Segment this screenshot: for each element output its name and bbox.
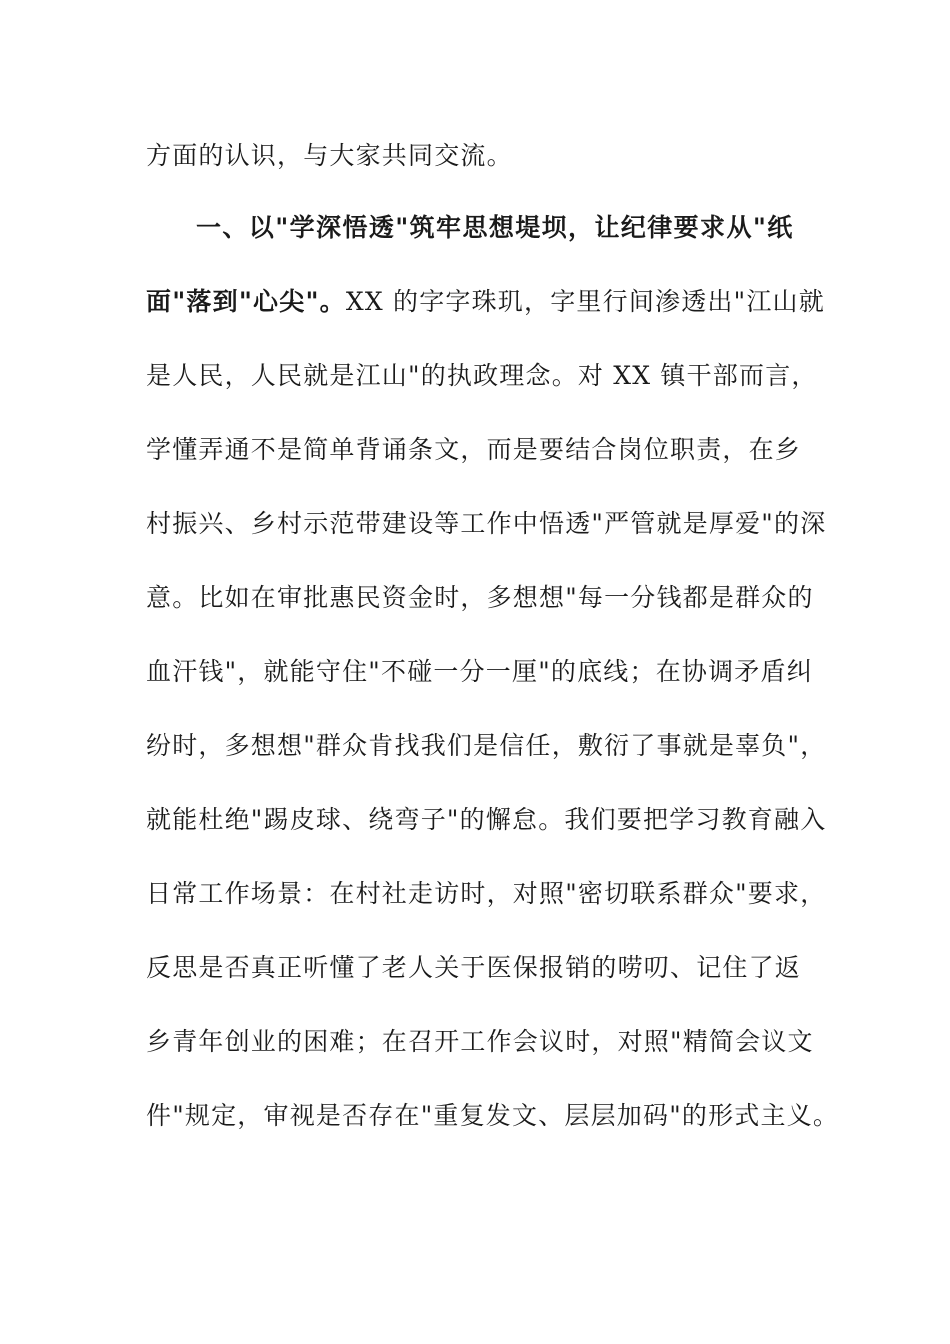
paragraph-text-start: XX 的字字珠玑，字里行间渗透出"江山就: [345, 287, 825, 316]
paragraph-line: 日常工作场景：在村社走访时，对照"密切联系群众"要求，: [146, 879, 827, 908]
paragraph-line: 反思是否真正听懂了老人关于医保报销的唠叨、记住了返: [146, 953, 802, 982]
paragraph-line: 就能杜绝"踢皮球、绕弯子"的懈怠。我们要把学习教育融入: [146, 805, 827, 834]
section-heading-line-1: 一、以"学深悟透"筑牢思想堤坝，让纪律要求从"纸: [196, 213, 794, 242]
paragraph-line: 意。比如在审批惠民资金时，多想想"每一分钱都是群众的: [146, 583, 814, 612]
paragraph-line: 乡青年创业的困难；在召开工作会议时，对照"精简会议文: [146, 1027, 814, 1056]
section-heading-line-2: [146, 282, 825, 322]
paragraph-line: 血汗钱"，就能守住"不碰一分一厘"的底线；在协调矛盾纠: [146, 657, 813, 686]
paragraph-line: 学懂弄通不是简单背诵条文，而是要结合岗位职责，在乡: [146, 435, 802, 464]
paragraph-line: 件"规定，审视是否存在"重复发文、层层加码"的形式主义。: [146, 1101, 840, 1130]
intro-line: 方面的认识，与大家共同交流。: [146, 141, 513, 170]
paragraph-line: 是人民，人民就是江山"的执政理念。对 XX 镇干部而言，: [146, 361, 818, 390]
section-heading-tail: 面"落到"心尖"。: [146, 287, 346, 316]
paragraph-line: 村振兴、乡村示范带建设等工作中悟透"严管就是厚爱"的深: [146, 509, 827, 538]
paragraph-line: 纷时，多想想"群众肯找我们是信任，敷衍了事就是辜负"，: [146, 731, 827, 760]
